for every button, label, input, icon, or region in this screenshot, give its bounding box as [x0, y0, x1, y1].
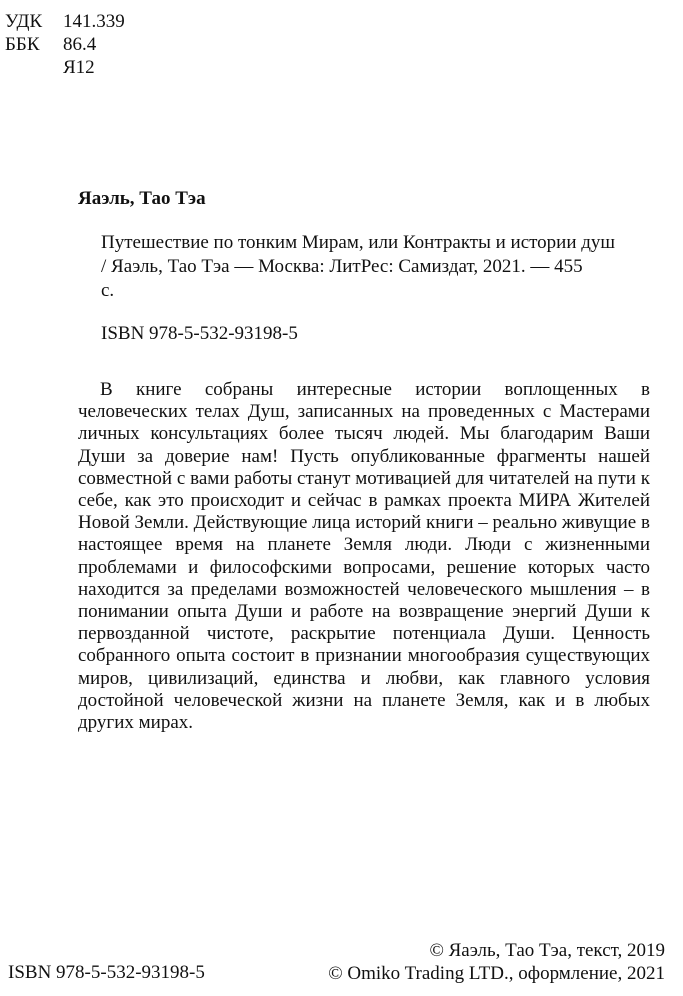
copyright-block — [328, 939, 665, 985]
bbk-label: ББК — [5, 34, 40, 55]
author-heading: Яаэль, Тао Тэа — [78, 188, 206, 209]
copyright-text: © Яаэль, Тао Тэа, текст, 2019 — [429, 940, 665, 961]
bbk-value: 86.4 — [63, 34, 97, 55]
isbn-footer: ISBN 978-5-532-93198-5 — [8, 962, 205, 983]
author-sign: Я12 — [63, 57, 95, 78]
copyright-design: © Omiko Trading LTD., оформление, 2021 — [328, 963, 665, 984]
classification-block — [5, 11, 165, 81]
isbn-top: ISBN 978-5-532-93198-5 — [101, 323, 298, 344]
abstract-paragraph: В книге собраны интересные истории воплощенных в человеческих телах Душ, записанных на проведенных с Мастерами личных консультациях более тысяч людей. Мы благодарим Ваши Души за доверие нам! Пусть опубликованные фрагменты нашей совместной с вами работы станут мотивацией для читателей на пути к себе, как это происходит и сейчас в рамках проекта МИРА Жителей Новой Земли. Действующие лица историй книги – реально живущие в настоящее время на планете Земля люди. Люди с жизненными проблемами и философскими вопросами, решение которых часто находится за пределами возможностей человеческого мышления – в понимании опыта Души и работе на возвращение энергий Души к первозданной чистоте, раскрытие потенциала Души. Ценность собранного опыта состоит в признании многообразия существующих миров, цивилизаций, единства и любви, как главного условия достойной человеческой жизни на планете Земля, как и в любых других мирах. — [78, 379, 650, 734]
udk-label: УДК — [5, 11, 43, 32]
biblio-title-line: Путешествие по тонким Мирам, или Контракты и истории душ — [101, 232, 616, 253]
bibliographic-record — [101, 231, 626, 303]
biblio-pages-line: с. — [101, 280, 115, 301]
bbk-row — [5, 34, 165, 56]
biblio-imprint-line: / Яаэль, Тао Тэа — Москва: ЛитРес: Самиздат, 2021. — 455 — [101, 256, 583, 277]
author-sign-row — [5, 57, 165, 79]
udk-row — [5, 11, 165, 33]
udk-value: 141.339 — [63, 11, 125, 32]
